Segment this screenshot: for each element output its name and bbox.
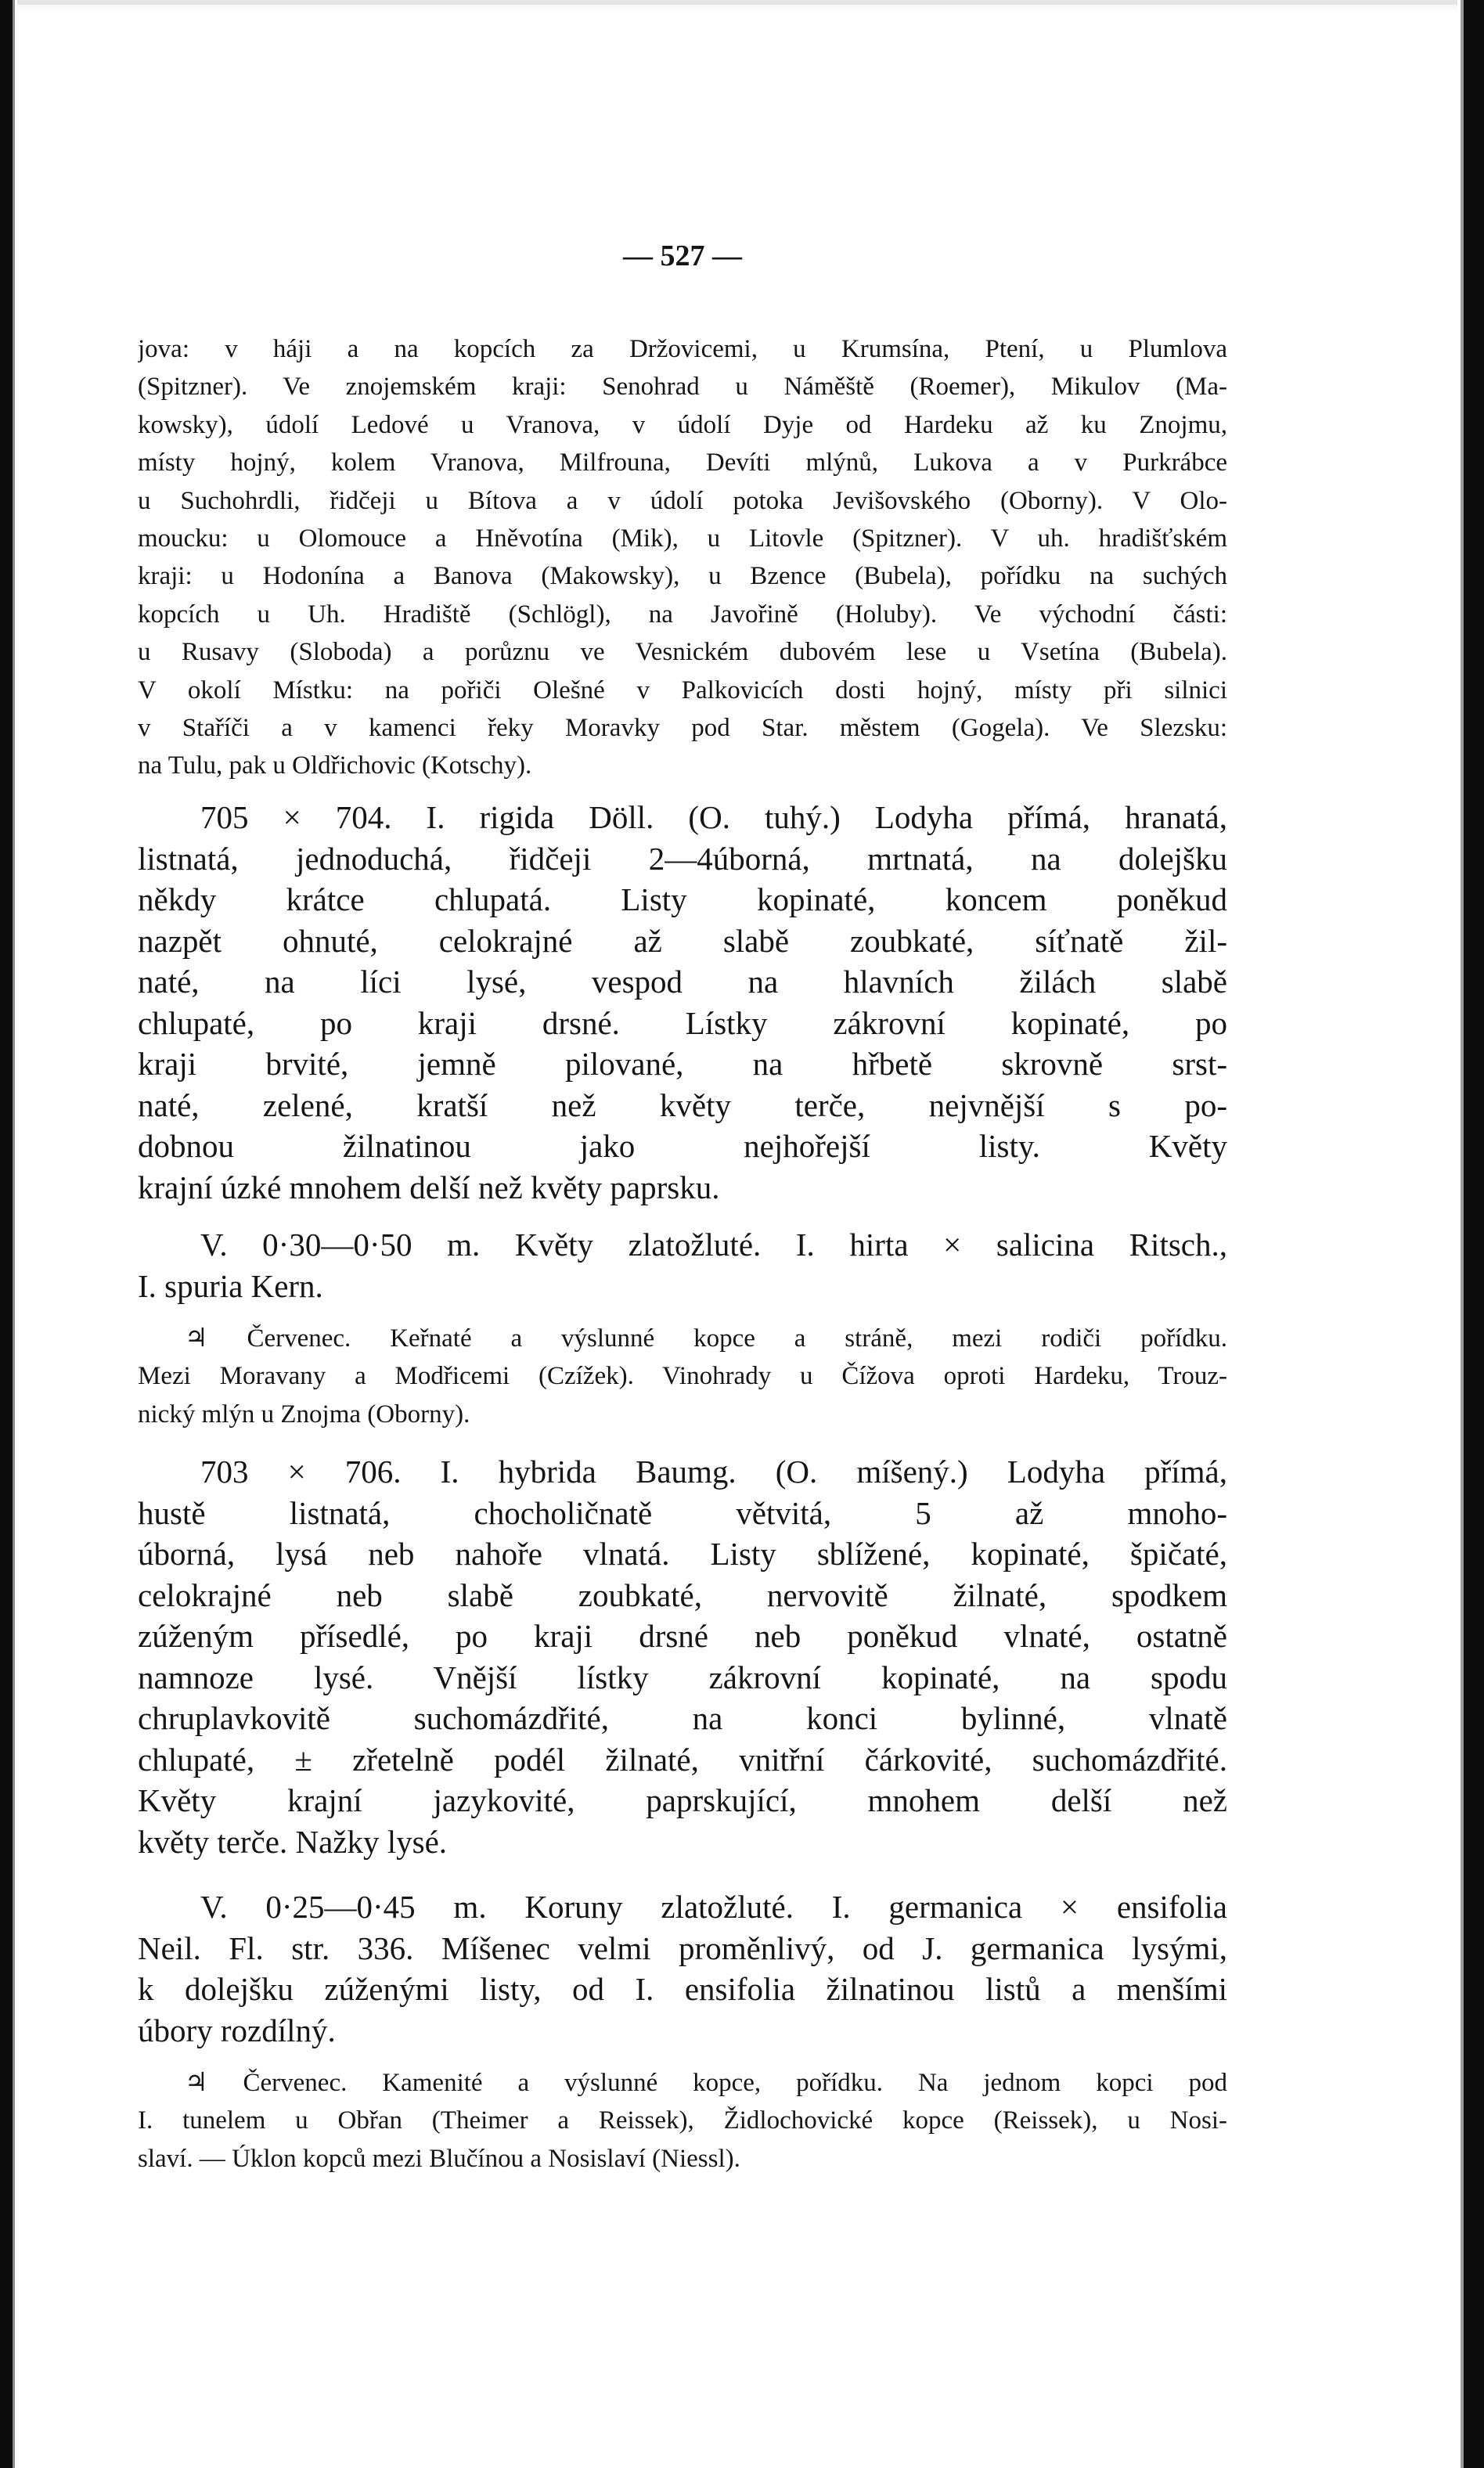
- text-line: k dolejšku zúženými listy, od I. ensifolia žilnatinou listů a menšími: [138, 1971, 1227, 2007]
- text-line: úborná, lysá neb nahoře vlnatá. Listy sblížené, kopinaté, špičaté,: [138, 1536, 1227, 1572]
- text-line: chruplavkovitě suchomázdřité, na konci bylinné, vlnatě: [138, 1700, 1227, 1736]
- text-line: krajní úzké mnohem delší než květy paprsku.: [138, 1169, 720, 1205]
- text-line: I. spuria Kern.: [138, 1267, 323, 1304]
- text-line: nazpět ohnuté, celokrajné až slabě zoubkaté, síťnatě žil-: [138, 922, 1227, 959]
- text-line: kraji: u Hodonína a Banova (Makowsky), u Bzence (Bubela), pořídku na suchých: [138, 562, 1227, 591]
- text-line: I. tunelem u Obřan (Theimer a Reissek), Židlochovické kopce (Reissek), u Nosi-: [138, 2106, 1227, 2135]
- text-line: Květy krajní jazykovité, paprskující, mnohem delší než: [138, 1782, 1227, 1818]
- species-measure-703x706: [138, 1886, 1227, 2051]
- text-line: ♃ Červenec. Keřnaté a výslunné kopce a stráně, mezi rodiči pořídku.: [185, 1324, 1227, 1353]
- text-line: květy terče. Nažky lysé.: [138, 1823, 448, 1860]
- page-number: — 527 —: [623, 240, 742, 272]
- text-line: v Staříči a v kamenci řeky Moravky pod Star. městem (Gogela). Ve Slezsku:: [138, 713, 1227, 742]
- paragraph-intro-localities: [138, 330, 1227, 785]
- text-line: dobnou žilnatinou jako nejhořejší listy. Květy: [138, 1128, 1227, 1164]
- text-line: jova: v háji a na kopcích za Držovicemi, u Krumsína, Ptení, u Plumlova: [138, 335, 1227, 363]
- text-line: hustě listnatá, chocholičnatě větvitá, 5 až mnoho-: [138, 1494, 1227, 1531]
- text-line: celokrajné neb slabě zoubkaté, nervovitě žilnaté, spodkem: [138, 1576, 1227, 1613]
- scan-border-left: [0, 0, 17, 2468]
- species-localities-703x706: [138, 2064, 1227, 2178]
- species-heading-line: 705 × 704. I. rigida Döll. (O. tuhý.) Lodyha přímá, hranatá,: [200, 799, 1227, 835]
- text-line: úbory rozdílný.: [138, 2012, 336, 2048]
- text-line: naté, na líci lysé, vespod na hlavních žilách slabě: [138, 964, 1227, 1000]
- text-line: V okolí Místku: na pořiči Olešné v Palkovicích dosti hojný, místy při silnici: [138, 676, 1227, 704]
- text-line: listnatá, jednoduchá, řidčeji 2—4úborná, mrtnatá, na dolejšku: [138, 840, 1227, 877]
- species-entry-705x704: [138, 797, 1227, 1208]
- text-line: místy hojný, kolem Vranova, Milfrouna, Devíti mlýnů, Lukova a v Purkrábce: [138, 449, 1227, 477]
- species-measure-705x704: [138, 1224, 1227, 1306]
- text-line: někdy krátce chlupatá. Listy kopinaté, koncem poněkud: [138, 881, 1227, 917]
- species-localities-705x704: [138, 1320, 1227, 1433]
- text-line: ♃ Červenec. Kamenité a výslunné kopce, pořídku. Na jednom kopci pod: [185, 2069, 1227, 2097]
- text-line: kowsky), údolí Ledové u Vranova, v údolí Dyje od Hardeku až ku Znojmu,: [138, 410, 1227, 439]
- scan-border-right: [1457, 0, 1484, 2468]
- text-line: zúženým přísedlé, po kraji drsné neb poněkud vlnaté, ostatně: [138, 1618, 1227, 1654]
- species-heading-line: 703 × 706. I. hybrida Baumg. (O. míšený.) Lodyha přímá,: [200, 1454, 1227, 1490]
- text-line: naté, zelené, kratší než květy terče, nejvnější s po-: [138, 1086, 1227, 1123]
- text-line: na Tulu, pak u Oldřichovic (Kotschy).: [138, 751, 532, 780]
- text-line: moucku: u Olomouce a Hněvotína (Mik), u Litovle (Spitzner). V uh. hradišťském: [138, 524, 1227, 553]
- text-line: chlupaté, po kraji drsné. Lístky zákrovní kopinaté, po: [138, 1004, 1227, 1041]
- text-line: u Suchohrdli, řidčeji u Bítova a v údolí potoka Jevišovského (Oborny). V Olo-: [138, 486, 1227, 515]
- text-line: kraji brvité, jemně pilované, na hřbetě skrovně srst-: [138, 1046, 1227, 1082]
- text-line: namnoze lysé. Vnější lístky zákrovní kopinaté, na spodu: [138, 1659, 1227, 1695]
- text-line: kopcích u Uh. Hradiště (Schlögl), na Javořině (Holuby). Ve východní části:: [138, 600, 1227, 629]
- text-line: V. 0·30—0·50 m. Květy zlatožluté. I. hirta × salicina Ritsch.,: [200, 1227, 1227, 1263]
- text-line: slaví. — Úklon kopců mezi Blučínou a Nosislaví (Niessl).: [138, 2144, 740, 2173]
- text-line: chlupaté, ± zřetelně podél žilnaté, vnitřní čárkovité, suchomázdřité.: [138, 1741, 1227, 1778]
- species-entry-703x706: [138, 1451, 1227, 1862]
- text-line: Neil. Fl. str. 336. Míšenec velmi proměnlivý, od J. germanica lysými,: [138, 1929, 1227, 1966]
- text-line: u Rusavy (Sloboda) a porůznu ve Vesnickém dubovém lese u Vsetína (Bubela).: [138, 638, 1227, 667]
- text-line: nický mlýn u Znojma (Oborny).: [138, 1400, 470, 1429]
- text-line: Mezi Moravany a Modřicemi (Czížek). Vinohrady u Čížova oproti Hardeku, Trouz-: [138, 1362, 1227, 1391]
- text-line: (Spitzner). Ve znojemském kraji: Senohrad u Náměště (Roemer), Mikulov (Ma-: [138, 373, 1227, 402]
- scan-border-top: [0, 0, 1484, 14]
- text-line: V. 0·25—0·45 m. Koruny zlatožluté. I. germanica × ensifolia: [200, 1889, 1227, 1925]
